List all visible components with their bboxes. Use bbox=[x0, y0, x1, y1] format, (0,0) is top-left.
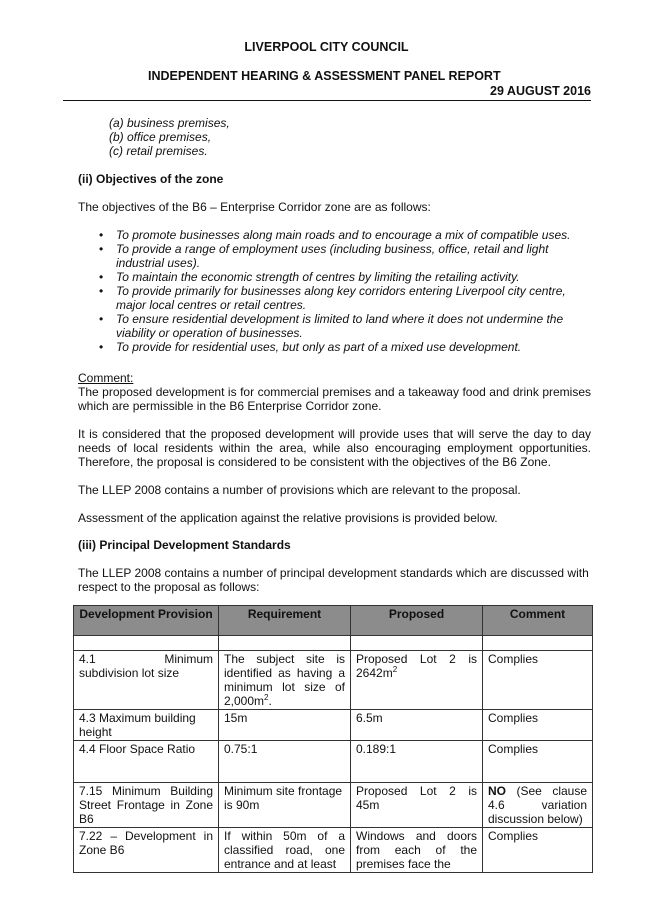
table-spacer-row bbox=[74, 636, 593, 651]
provision-cell: 4.1 Minimum subdivision lot size bbox=[74, 651, 219, 710]
standards-table bbox=[73, 605, 593, 873]
table-row bbox=[74, 783, 593, 828]
comment-label: Comment: bbox=[78, 371, 134, 385]
status-no: NO bbox=[488, 784, 506, 798]
provision-cell: 7.22 – Development in Zone B6 bbox=[74, 828, 219, 873]
comment-cell: Complies bbox=[483, 710, 593, 741]
comment-cell: Complies bbox=[483, 828, 593, 873]
list-item: • To provide primarily for businesses along key corridors entering Liverpool city centre, major local centres or retail centres. bbox=[99, 284, 591, 312]
list-item: • To provide for residential uses, but only as part of a mixed use development. bbox=[99, 340, 591, 354]
table-row bbox=[74, 651, 593, 710]
proposed-cell: 0.189:1 bbox=[351, 741, 483, 783]
column-header: Proposed bbox=[351, 606, 483, 636]
proposed-cell: Proposed Lot 2 is $2642m^2$ bbox=[351, 651, 483, 710]
provision-cell: 7.15 Minimum Building Street Frontage in Zone B6 bbox=[74, 783, 219, 828]
column-header: Requirement bbox=[219, 606, 351, 636]
premises-list bbox=[109, 116, 230, 158]
requirement-cell: Minimum site frontage is 90m bbox=[219, 783, 351, 828]
objectives-intro: The objectives of the B6 – Enterprise Corridor zone are as follows: bbox=[78, 200, 431, 214]
provision-cell: 4.4 Floor Space Ratio bbox=[74, 741, 219, 783]
comment-paragraph: It is considered that the proposed development will provide uses that will serve the day to day needs of local residents within the area, while also encouraging employment opportunities. Therefore, the proposal is considered to be consistent with the objectives of the B6 Zone. bbox=[78, 427, 591, 469]
table-row bbox=[74, 710, 593, 741]
list-item: (c) retail premises. bbox=[109, 144, 208, 158]
table-header-row bbox=[74, 606, 593, 636]
table-row bbox=[74, 828, 593, 873]
requirement-cell: The subject site is identified as having a minimum lot size of $2,000m^2$. bbox=[219, 651, 351, 710]
requirement-cell: 0.75:1 bbox=[219, 741, 351, 783]
list-item: • To maintain the economic strength of centres by limiting the retailing activity. bbox=[99, 270, 591, 284]
comment-paragraph: The LLEP 2008 contains a number of provisions which are relevant to the proposal. bbox=[78, 483, 521, 497]
list-item: • To provide a range of employment uses (including business, office, retail and light industrial uses). bbox=[99, 242, 591, 270]
comment-cell: Complies bbox=[483, 741, 593, 783]
requirement-cell: If within 50m of a classified road, one entrance and at least bbox=[219, 828, 351, 873]
list-item: • To promote businesses along main roads and to encourage a mix of compatible uses. bbox=[99, 228, 591, 242]
list-item: (b) office premises, bbox=[109, 130, 212, 144]
council-name: LIVERPOOL CITY COUNCIL bbox=[244, 40, 409, 54]
proposed-cell: 6.5m bbox=[351, 710, 483, 741]
provision-cell: 4.3 Maximum building height bbox=[74, 710, 219, 741]
comment-paragraph: The proposed development is for commercial premises and a takeaway food and drink premises which are permissible in the B6 Enterprise Corridor zone. bbox=[78, 385, 591, 413]
list-item: • To ensure residential development is limited to land where it does not undermine the viability or operation of businesses. bbox=[99, 312, 591, 340]
standards-heading: (iii) Principal Development Standards bbox=[78, 538, 291, 552]
list-item: (a) business premises, bbox=[109, 116, 230, 130]
requirement-cell: 15m bbox=[219, 710, 351, 741]
comment-cell: Complies bbox=[483, 651, 593, 710]
report-title: INDEPENDENT HEARING & ASSESSMENT PANEL REPORT bbox=[148, 69, 501, 83]
table-row bbox=[74, 741, 593, 783]
proposed-cell: Windows and doors from each of the premises face the bbox=[351, 828, 483, 873]
proposed-cell: Proposed Lot 2 is 45m bbox=[351, 783, 483, 828]
report-date: 29 AUGUST 2016 bbox=[490, 84, 591, 98]
header-divider bbox=[63, 100, 591, 101]
column-header: Development Provision bbox=[74, 606, 219, 636]
standards-intro: The LLEP 2008 contains a number of principal development standards which are discussed with respect to the proposal as follows: bbox=[78, 566, 589, 594]
objectives-list bbox=[99, 228, 591, 354]
column-header: Comment bbox=[483, 606, 593, 636]
objectives-heading: (ii) Objectives of the zone bbox=[78, 172, 224, 186]
comment-paragraph: Assessment of the application against the relative provisions is provided below. bbox=[78, 511, 498, 525]
comment-cell: NO (See clause 4.6 variation discussion below) bbox=[483, 783, 593, 828]
